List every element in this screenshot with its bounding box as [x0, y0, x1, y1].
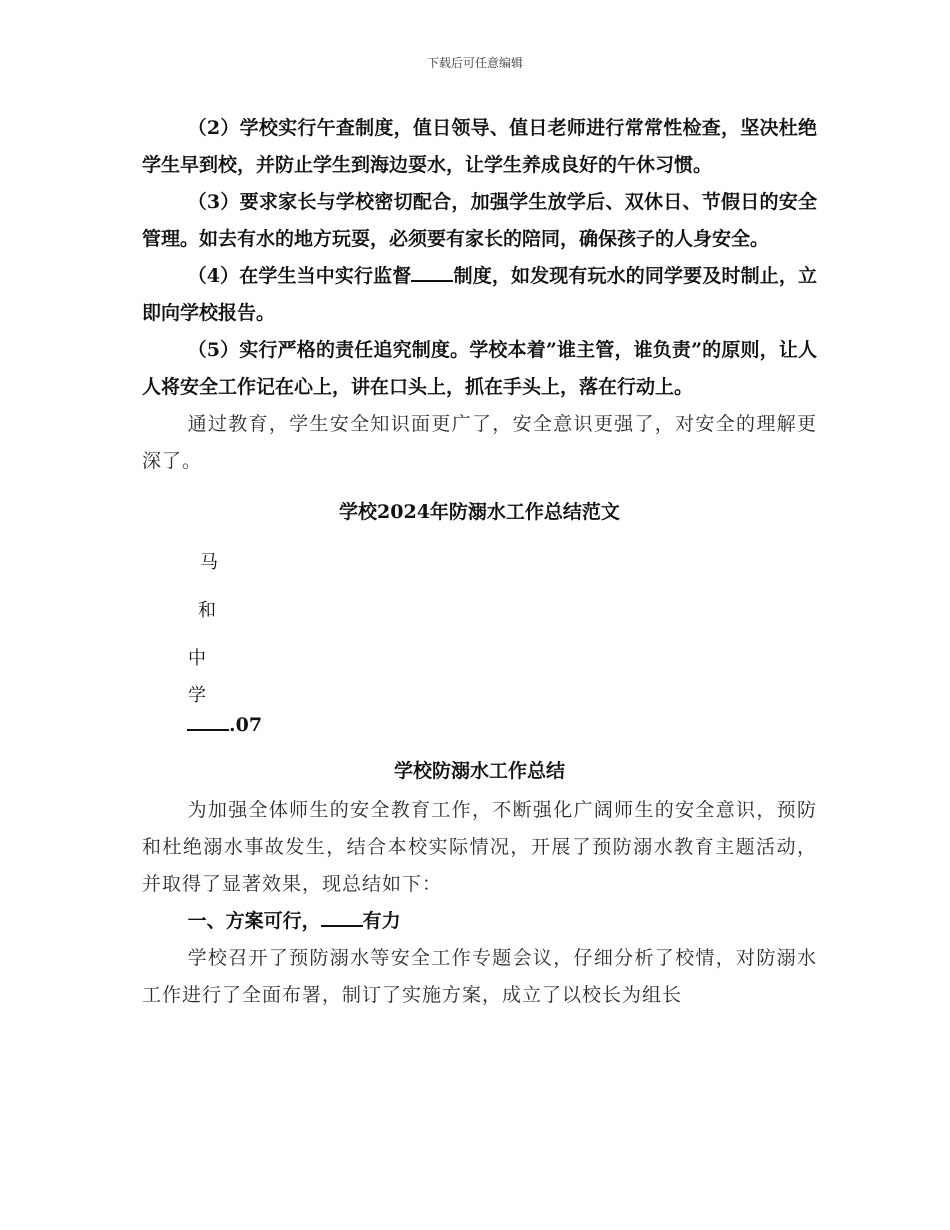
paragraph-item-3: （3）要求家长与学校密切配合，加强学生放学后、双休日、节假日的安全管理。如去有水的地方玩耍，必须要有家长的陪同，确保孩子的人身安全。 — [142, 191, 817, 250]
conclusion-paragraph: 通过教育，学生安全知识面更广了，安全意识更强了，对安全的理解更深了。 — [142, 413, 817, 472]
paragraph-item-4 — [142, 258, 817, 332]
paragraph-item-5: （5）实行严格的责任追究制度。学校本着”谁主管，谁负责”的原则，让人人将安全工作记在心上，讲在口头上，抓在手头上，落在行动上。 — [142, 339, 817, 398]
document-body — [142, 110, 817, 1014]
paragraph-item-2: （2）学校实行午查制度，值日领导、值日老师进行常常性检查，坚决杜绝学生早到校，并防止学生到海边耍水，让学生养成良好的午休习惯。 — [142, 117, 817, 176]
document-title: 学校2024年防溺水工作总结范文 — [339, 501, 620, 523]
intro-paragraph: 为加强全体师生的安全教育工作，不断强化广阔师生的安全意识，预防和杜绝溺水事故发生，结合本校实际情况，开展了预防溺水教育主题活动，并取得了显著效果，现总结如下： — [142, 799, 817, 895]
school-name-char: 马 — [200, 552, 218, 573]
paragraph-item-4-end: 制度，如发现有玩水的同学要及时制止，立即向学校报告。 — [142, 265, 817, 324]
blank-line — [411, 262, 453, 282]
page-header: 下载后可任意编辑 — [426, 56, 523, 70]
section-subtitle: 学校防溺水工作总结 — [393, 760, 565, 782]
body-paragraph: 学校召开了预防溺水等安全工作专题会议，仔细分析了校情，对防溺水工作进行了全面布署，制订了实施方案，成立了以校长为组长 — [142, 947, 817, 1006]
heading-start: 一、方案可行， — [187, 910, 321, 932]
heading-end: 有力 — [362, 910, 401, 932]
blank-line — [321, 907, 363, 927]
paragraph-item-4-start: （4）在学生当中实行监督 — [187, 265, 412, 287]
date-suffix: .07 — [229, 714, 263, 736]
school-name-char: 和 — [198, 600, 216, 621]
blank-line — [187, 711, 229, 731]
school-name-vertical — [188, 539, 224, 709]
school-name-char: 中 — [188, 648, 206, 669]
section-heading-1 — [142, 903, 817, 940]
school-name-char: 学 — [188, 685, 206, 706]
date-line — [187, 709, 817, 741]
